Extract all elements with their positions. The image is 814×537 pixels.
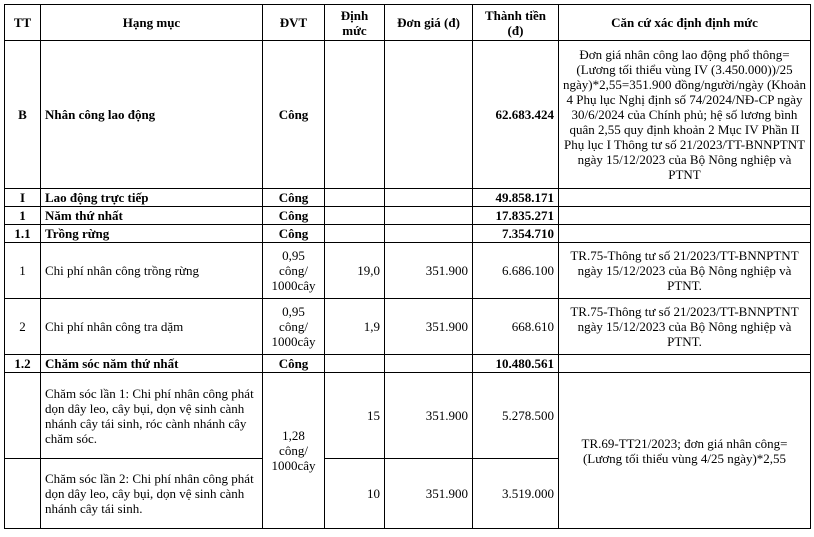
row-replanting-basis: TR.75-Thông tư số 21/2023/TT-BNNPTNT ngày 15/12/2023 của Bộ Nông nghiệp và PTNT.	[559, 299, 811, 355]
row-i-basis	[559, 189, 811, 207]
table-row-1-2	[5, 355, 811, 373]
row-1-2-norm	[325, 355, 385, 373]
header-norm: Định mức	[325, 5, 385, 41]
row-care-2-unit-price: 351.900	[385, 459, 473, 529]
table-row-1-1	[5, 225, 811, 243]
row-1-2-item: Chăm sóc năm thứ nhất	[41, 355, 263, 373]
row-planting-unit-price: 351.900	[385, 243, 473, 299]
row-replanting-item: Chi phí nhân công tra dặm	[41, 299, 263, 355]
header-tt: TT	[5, 5, 41, 41]
row-i-tt: I	[5, 189, 41, 207]
row-planting-tt: 1	[5, 243, 41, 299]
row-1-unit-price	[385, 207, 473, 225]
row-care-2-item: Chăm sóc lần 2: Chi phí nhân công phát dọn dây leo, cây bụi, dọn vệ sinh cành nhánh cây tái sinh.	[41, 459, 263, 529]
row-1-tt: 1	[5, 207, 41, 225]
row-care-2-amount: 3.519.000	[473, 459, 559, 529]
row-1-2-basis	[559, 355, 811, 373]
row-care-1-item: Chăm sóc lần 1: Chi phí nhân công phát dọn dây leo, cây bụi, dọn vệ sinh cành nhánh cây tái sinh, róc cành nhánh cây chăm sóc.	[41, 373, 263, 459]
row-i-item: Lao động trực tiếp	[41, 189, 263, 207]
row-b-norm	[325, 41, 385, 189]
row-planting-amount: 6.686.100	[473, 243, 559, 299]
row-1-2-unit-price	[385, 355, 473, 373]
table-row-planting	[5, 243, 811, 299]
row-planting-unit: 0,95 công/ 1000cây	[263, 243, 325, 299]
row-1-2-amount: 10.480.561	[473, 355, 559, 373]
table-row-care-1	[5, 373, 811, 459]
row-1-2-unit: Công	[263, 355, 325, 373]
row-b-unit-price	[385, 41, 473, 189]
row-1-1-amount: 7.354.710	[473, 225, 559, 243]
table-row-replanting	[5, 299, 811, 355]
row-b-basis: Đơn giá nhân công lao động phổ thông=(Lương tối thiểu vùng IV (3.450.000))/25 ngày)*2,55=351.900 đồng/người/ngày (Khoản 4 Phụ lục Nghị định số 74/2024/NĐ-CP ngày 30/6/2024 của Chính phủ; hệ số lương bình quân 2,55 quy định khoản 2 Mục IV Phần II Phụ lục I Thông tư số 21/2023/TT-BNNPTNT ngày 15/12/2023 của Bộ Nông nghiệp và PTNT	[559, 41, 811, 189]
row-1-unit: Công	[263, 207, 325, 225]
row-replanting-norm: 1,9	[325, 299, 385, 355]
row-1-1-norm	[325, 225, 385, 243]
care-basis: TR.69-TT21/2023; đơn giá nhân công=(Lương tối thiểu vùng 4/25 ngày)*2,55	[559, 373, 811, 529]
row-replanting-tt: 2	[5, 299, 41, 355]
row-1-2-tt: 1.2	[5, 355, 41, 373]
row-1-item: Năm thứ nhất	[41, 207, 263, 225]
labor-cost-table	[4, 4, 811, 529]
row-care-1-norm: 15	[325, 373, 385, 459]
header-item: Hạng mục	[41, 5, 263, 41]
row-care-2-tt	[5, 459, 41, 529]
table-row-b	[5, 41, 811, 189]
header-unit-price: Đơn giá (đ)	[385, 5, 473, 41]
row-b-amount: 62.683.424	[473, 41, 559, 189]
care-unit: 1,28 công/ 1000cây	[263, 373, 325, 529]
row-1-1-item: Trồng rừng	[41, 225, 263, 243]
row-1-amount: 17.835.271	[473, 207, 559, 225]
row-b-item: Nhân công lao động	[41, 41, 263, 189]
row-care-1-amount: 5.278.500	[473, 373, 559, 459]
row-i-norm	[325, 189, 385, 207]
row-i-unit-price	[385, 189, 473, 207]
row-i-unit: Công	[263, 189, 325, 207]
row-replanting-amount: 668.610	[473, 299, 559, 355]
row-replanting-unit: 0,95 công/ 1000cây	[263, 299, 325, 355]
row-planting-norm: 19,0	[325, 243, 385, 299]
row-replanting-unit-price: 351.900	[385, 299, 473, 355]
header-row	[5, 5, 811, 41]
row-care-1-unit-price: 351.900	[385, 373, 473, 459]
row-b-unit: Công	[263, 41, 325, 189]
row-1-1-unit-price	[385, 225, 473, 243]
header-amount: Thành tiền (đ)	[473, 5, 559, 41]
row-planting-basis: TR.75-Thông tư số 21/2023/TT-BNNPTNT ngày 15/12/2023 của Bộ Nông nghiệp và PTNT.	[559, 243, 811, 299]
row-1-basis	[559, 207, 811, 225]
row-care-2-norm: 10	[325, 459, 385, 529]
table-row-i	[5, 189, 811, 207]
row-i-amount: 49.858.171	[473, 189, 559, 207]
row-planting-item: Chi phí nhân công trồng rừng	[41, 243, 263, 299]
header-basis: Căn cứ xác định định mức	[559, 5, 811, 41]
row-1-1-basis	[559, 225, 811, 243]
row-1-1-unit: Công	[263, 225, 325, 243]
header-unit: ĐVT	[263, 5, 325, 41]
table-row-1	[5, 207, 811, 225]
row-1-norm	[325, 207, 385, 225]
row-b-tt: B	[5, 41, 41, 189]
row-care-1-tt	[5, 373, 41, 459]
row-1-1-tt: 1.1	[5, 225, 41, 243]
